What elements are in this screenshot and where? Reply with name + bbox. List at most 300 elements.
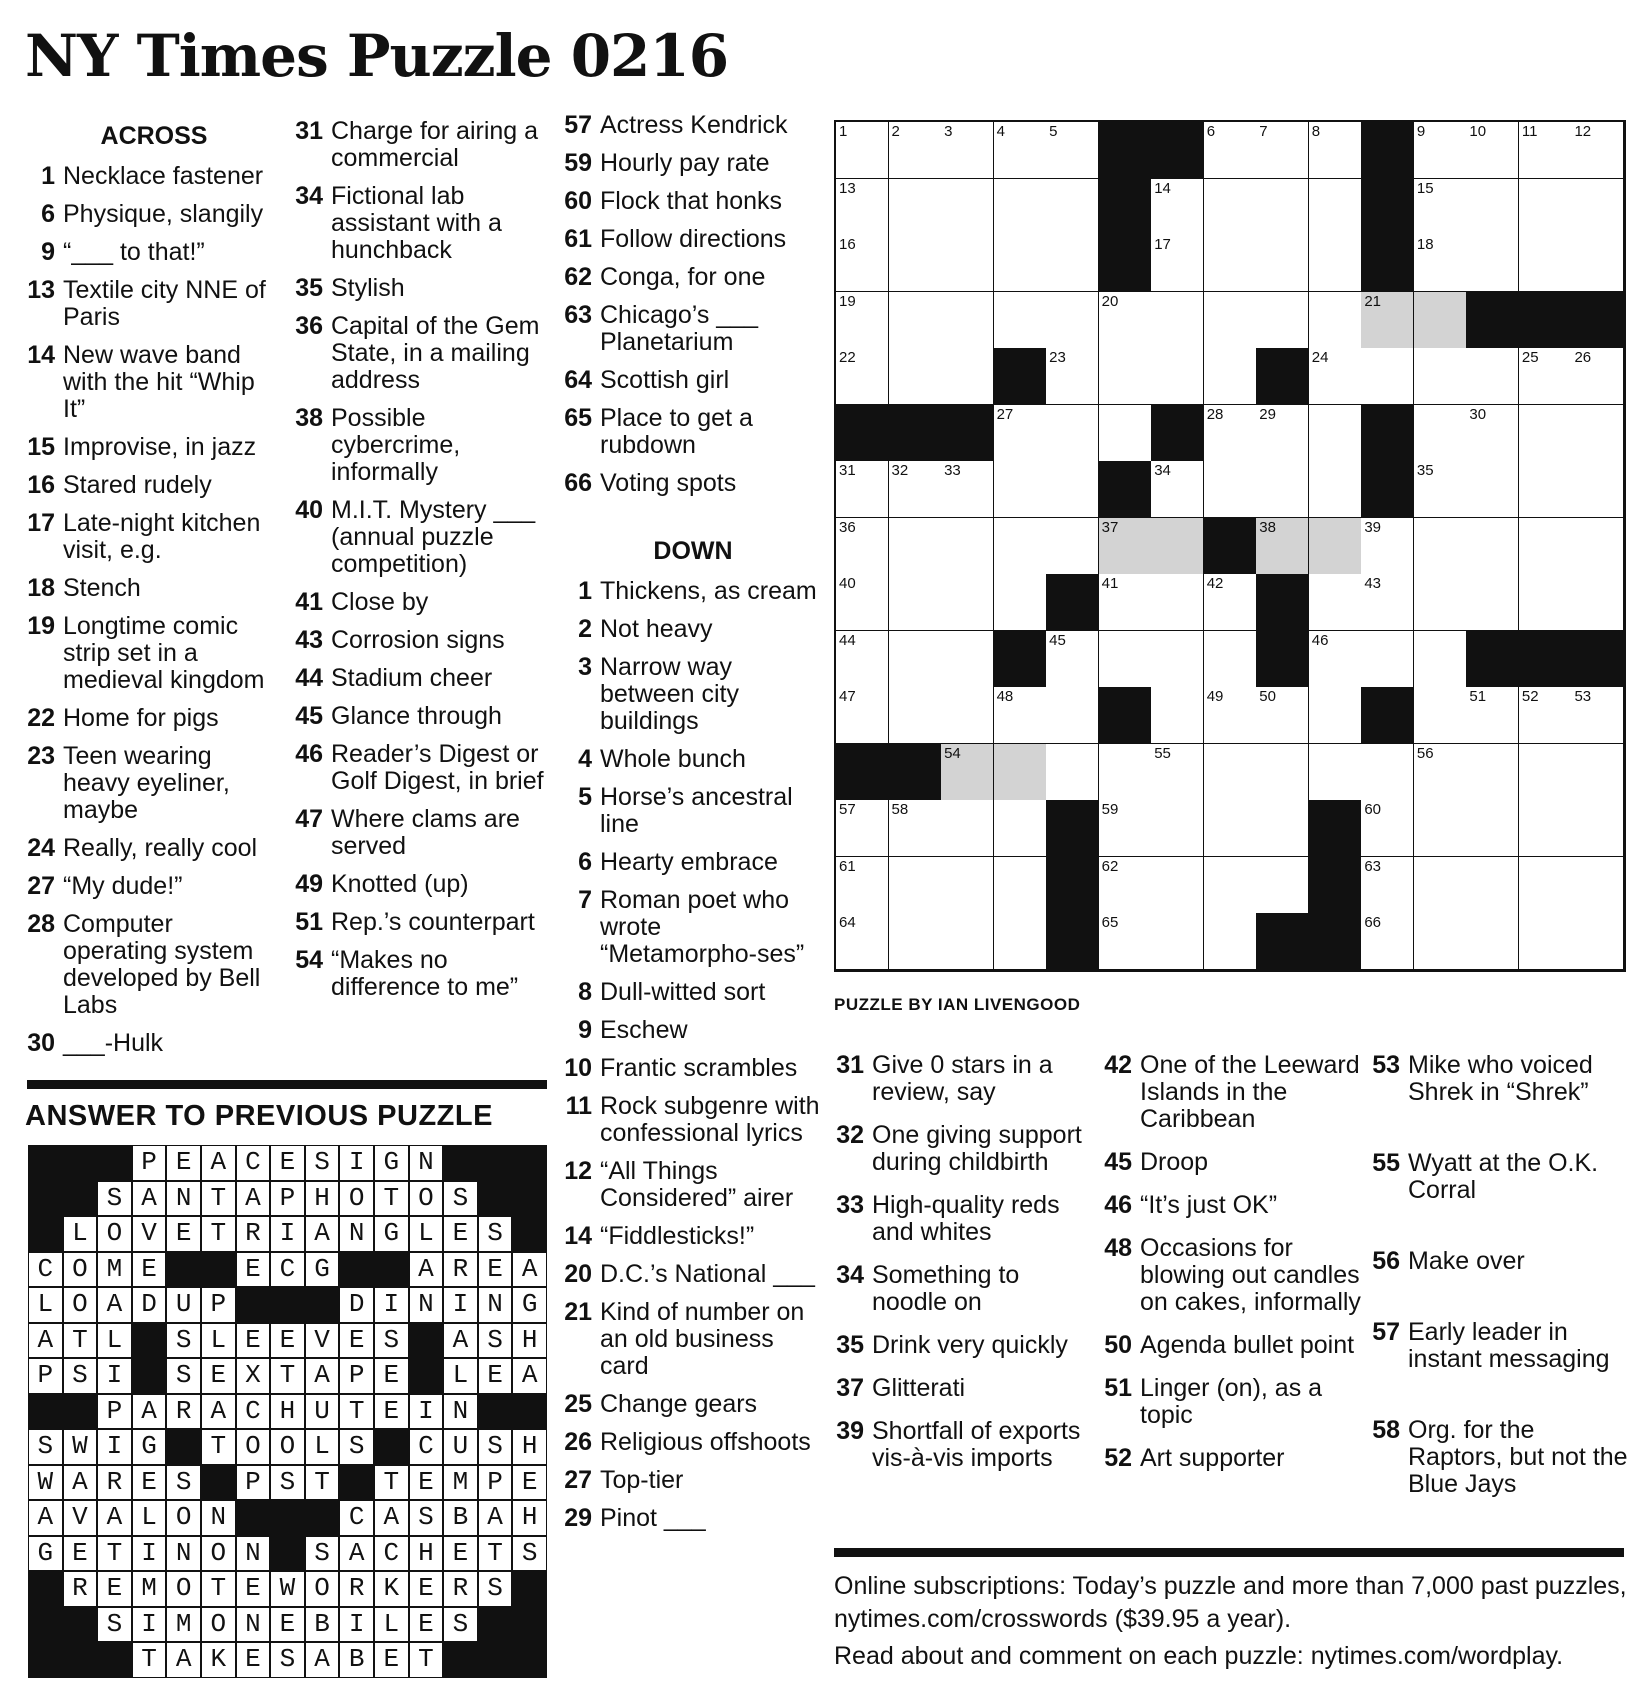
grid-cell[interactable]	[889, 518, 942, 575]
grid-cell[interactable]	[1361, 292, 1414, 349]
grid-cell[interactable]	[1204, 800, 1257, 857]
grid-cell[interactable]	[1414, 235, 1467, 292]
grid-cell[interactable]	[1571, 405, 1624, 462]
clue-across-col2-45[interactable]	[293, 703, 551, 730]
cell-number: 66	[1364, 914, 1382, 932]
answer-letter: O	[63, 1287, 98, 1323]
clue-across-col3-60[interactable]	[562, 188, 824, 215]
grid-cell[interactable]	[941, 461, 994, 518]
grid-cell[interactable]	[1571, 348, 1624, 405]
grid-cell[interactable]	[889, 235, 942, 292]
black-square	[889, 405, 942, 462]
grid-cell[interactable]	[1571, 461, 1624, 518]
grid-cell[interactable]	[1099, 631, 1152, 688]
grid-cell[interactable]	[1466, 800, 1519, 857]
grid-cell[interactable]	[1571, 122, 1624, 179]
grid-cell[interactable]	[1256, 461, 1309, 518]
grid-cell[interactable]	[1046, 292, 1099, 349]
grid-cell[interactable]	[994, 913, 1047, 970]
grid-cell[interactable]	[1151, 179, 1204, 236]
clue-across-col2-51[interactable]	[293, 909, 551, 936]
grid-cell[interactable]	[1309, 235, 1362, 292]
grid-cell[interactable]	[889, 122, 942, 179]
answer-letter: G	[28, 1536, 63, 1572]
clue-across-col3-61[interactable]	[562, 226, 824, 253]
grid-cell[interactable]	[1361, 857, 1414, 914]
grid-cell[interactable]	[1414, 913, 1467, 970]
grid-cell[interactable]	[1361, 800, 1414, 857]
clue-down-col6-58[interactable]	[1370, 1417, 1632, 1498]
clue-across-col3-66[interactable]	[562, 470, 824, 497]
clue-across-col1-1[interactable]	[25, 163, 283, 190]
grid-cell[interactable]	[1204, 235, 1257, 292]
grid-cell[interactable]	[1151, 687, 1204, 744]
grid-cell[interactable]	[836, 348, 889, 405]
grid-cell[interactable]	[1519, 913, 1572, 970]
grid-cell[interactable]	[1256, 122, 1309, 179]
grid-cell[interactable]	[994, 857, 1047, 914]
grid-cell[interactable]	[1204, 744, 1257, 801]
clue-down-col5-48[interactable]	[1102, 1235, 1364, 1316]
clue-down-col6-56[interactable]	[1370, 1248, 1632, 1275]
grid-cell[interactable]	[1204, 857, 1257, 914]
grid-cell[interactable]	[1204, 179, 1257, 236]
grid-cell[interactable]	[1099, 913, 1152, 970]
grid-cell[interactable]	[1309, 687, 1362, 744]
clue-down-col4-31[interactable]	[834, 1052, 1096, 1106]
clue-down-col3-29[interactable]	[562, 1505, 824, 1532]
grid-cell[interactable]	[836, 518, 889, 575]
grid-cell[interactable]	[1519, 235, 1572, 292]
black-square	[1466, 292, 1519, 349]
clue-across-col2-43[interactable]	[293, 627, 551, 654]
grid-cell[interactable]	[1466, 518, 1519, 575]
grid-cell[interactable]	[1204, 461, 1257, 518]
grid-cell[interactable]	[1151, 235, 1204, 292]
grid-cell[interactable]	[1046, 122, 1099, 179]
answer-letter: E	[201, 1358, 236, 1394]
clue-across-col2-38[interactable]	[293, 405, 551, 486]
grid-cell[interactable]	[941, 687, 994, 744]
clue-down-col5-46[interactable]	[1102, 1192, 1364, 1219]
grid-cell[interactable]	[941, 235, 994, 292]
clue-number: 48	[1104, 1234, 1132, 1262]
clue-across-col3-57[interactable]	[562, 112, 824, 139]
grid-cell[interactable]	[1571, 913, 1624, 970]
grid-cell[interactable]	[1046, 744, 1099, 801]
grid-cell[interactable]	[889, 348, 942, 405]
clue-down-col3-10[interactable]	[562, 1055, 824, 1082]
grid-cell[interactable]	[1309, 405, 1362, 462]
grid-cell[interactable]	[1309, 518, 1362, 575]
grid-cell[interactable]	[889, 292, 942, 349]
grid-cell[interactable]	[1099, 857, 1152, 914]
clue-down-col5-50[interactable]	[1102, 1332, 1364, 1359]
grid-cell[interactable]	[1046, 348, 1099, 405]
clue-down-col3-4[interactable]	[562, 746, 824, 773]
grid-cell[interactable]	[1466, 122, 1519, 179]
grid-cell[interactable]	[1571, 744, 1624, 801]
grid-cell[interactable]	[1466, 405, 1519, 462]
clue-text: Dull-witted sort	[600, 978, 766, 1006]
grid-cell[interactable]	[1571, 235, 1624, 292]
clue-down-col3-1[interactable]	[562, 578, 824, 605]
grid-cell[interactable]	[1256, 405, 1309, 462]
clue-down-col3-6[interactable]	[562, 849, 824, 876]
grid-cell[interactable]	[836, 461, 889, 518]
grid-cell[interactable]	[1256, 800, 1309, 857]
grid-cell[interactable]	[1256, 744, 1309, 801]
grid-cell[interactable]	[889, 800, 942, 857]
grid-cell[interactable]	[1151, 800, 1204, 857]
grid-cell[interactable]	[889, 461, 942, 518]
grid-cell[interactable]	[1099, 405, 1152, 462]
clue-down-col5-52[interactable]	[1102, 1445, 1364, 1472]
clue-across-col1-15[interactable]	[25, 434, 283, 461]
clue-across-col2-36[interactable]	[293, 313, 551, 394]
clue-number: 31	[836, 1051, 864, 1079]
grid-cell[interactable]	[1151, 631, 1204, 688]
clue-down-col3-11[interactable]	[562, 1093, 824, 1147]
clue-down-col3-25[interactable]	[562, 1391, 824, 1418]
clue-down-col3-8[interactable]	[562, 979, 824, 1006]
clue-across-col1-30[interactable]	[25, 1030, 283, 1057]
grid-cell[interactable]	[836, 857, 889, 914]
grid-cell[interactable]	[941, 179, 994, 236]
grid-cell[interactable]	[1151, 857, 1204, 914]
clue-down-col5-42[interactable]	[1102, 1052, 1364, 1133]
grid-cell[interactable]	[1309, 744, 1362, 801]
clue-across-col2-47[interactable]	[293, 806, 551, 860]
grid-cell[interactable]	[1256, 857, 1309, 914]
grid-cell[interactable]	[1361, 348, 1414, 405]
grid-cell[interactable]	[1309, 179, 1362, 236]
clue-down-col3-27[interactable]	[562, 1467, 824, 1494]
clue-down-col4-34[interactable]	[834, 1262, 1096, 1316]
grid-cell[interactable]	[994, 292, 1047, 349]
grid-cell[interactable]	[1466, 687, 1519, 744]
grid-cell[interactable]	[1519, 348, 1572, 405]
clue-down-col4-39[interactable]	[834, 1418, 1096, 1472]
grid-cell[interactable]	[1309, 461, 1362, 518]
grid-cell[interactable]	[1414, 744, 1467, 801]
grid-cell[interactable]	[994, 800, 1047, 857]
grid-cell[interactable]	[941, 518, 994, 575]
clue-across-col2-49[interactable]	[293, 871, 551, 898]
down-clues-column-5	[1102, 1052, 1364, 1488]
answer-letter: M	[166, 1607, 201, 1643]
grid-cell[interactable]	[1151, 913, 1204, 970]
grid-cell[interactable]	[1414, 687, 1467, 744]
grid-cell[interactable]	[1151, 518, 1204, 575]
clue-down-col5-51[interactable]	[1102, 1375, 1364, 1429]
cell-number: 40	[839, 575, 856, 593]
grid-cell[interactable]	[1414, 405, 1467, 462]
grid-cell[interactable]	[1204, 913, 1257, 970]
grid-cell[interactable]	[836, 687, 889, 744]
grid-cell[interactable]	[1204, 348, 1257, 405]
answer-letter: E	[236, 1323, 271, 1359]
subscription-info: Online subscriptions: Today’s puzzle and more than 7,000 past puzzles, nytimes.com/crosswords ($39.95 a year).	[834, 1572, 1627, 1633]
clue-number: 50	[1104, 1331, 1132, 1359]
grid-cell[interactable]	[1046, 179, 1099, 236]
clue-number: 44	[295, 664, 323, 692]
grid-cell[interactable]	[994, 179, 1047, 236]
grid-cell[interactable]	[1414, 179, 1467, 236]
clue-down-col3-26[interactable]	[562, 1429, 824, 1456]
clue-across-col1-17[interactable]	[25, 510, 283, 564]
clue-number: 16	[27, 471, 55, 499]
grid-cell[interactable]	[1361, 631, 1414, 688]
grid-cell[interactable]	[1361, 744, 1414, 801]
grid-cell[interactable]	[994, 235, 1047, 292]
grid-cell[interactable]	[1466, 574, 1519, 631]
grid-cell[interactable]	[1204, 405, 1257, 462]
clue-across-col2-40[interactable]	[293, 497, 551, 578]
grid-cell[interactable]	[1099, 574, 1152, 631]
grid-cell[interactable]	[1466, 235, 1519, 292]
grid-cell[interactable]	[1151, 292, 1204, 349]
grid-cell[interactable]	[836, 292, 889, 349]
clue-across-col1-13[interactable]	[25, 277, 283, 331]
clue-down-col3-21[interactable]	[562, 1299, 824, 1380]
grid-cell[interactable]	[1571, 179, 1624, 236]
grid-cell[interactable]	[1466, 913, 1519, 970]
grid-cell[interactable]	[889, 574, 942, 631]
grid-cell[interactable]	[1151, 744, 1204, 801]
clue-text: Scottish girl	[600, 366, 730, 394]
answer-letter: P	[478, 1465, 513, 1501]
grid-cell[interactable]	[1519, 405, 1572, 462]
clue-across-col1-23[interactable]	[25, 743, 283, 824]
grid-cell[interactable]	[994, 122, 1047, 179]
grid-cell[interactable]	[1309, 574, 1362, 631]
clue-across-col3-64[interactable]	[562, 367, 824, 394]
grid-cell[interactable]	[1099, 518, 1152, 575]
clue-down-col3-20[interactable]	[562, 1261, 824, 1288]
clue-down-col3-2[interactable]	[562, 616, 824, 643]
grid-cell[interactable]	[889, 913, 942, 970]
grid-cell[interactable]	[1099, 744, 1152, 801]
grid-cell[interactable]	[1571, 857, 1624, 914]
grid-cell[interactable]	[889, 179, 942, 236]
grid-cell[interactable]	[836, 122, 889, 179]
clue-across-col2-46[interactable]	[293, 741, 551, 795]
grid-cell[interactable]	[941, 800, 994, 857]
grid-cell[interactable]	[994, 405, 1047, 462]
grid-cell[interactable]	[1204, 292, 1257, 349]
clue-across-col2-31[interactable]	[293, 118, 551, 172]
grid-cell[interactable]	[1519, 857, 1572, 914]
grid-cell[interactable]	[1571, 800, 1624, 857]
clue-number: 51	[295, 908, 323, 936]
grid-cell[interactable]	[941, 631, 994, 688]
grid-cell[interactable]	[941, 574, 994, 631]
clue-across-col2-54[interactable]	[293, 947, 551, 1001]
clue-down-col5-45[interactable]	[1102, 1149, 1364, 1176]
clue-across-col3-62[interactable]	[562, 264, 824, 291]
grid-cell[interactable]	[1204, 687, 1257, 744]
grid-cell[interactable]	[1466, 348, 1519, 405]
grid-cell[interactable]	[941, 857, 994, 914]
grid-cell[interactable]	[1571, 574, 1624, 631]
grid-cell[interactable]	[1361, 518, 1414, 575]
grid-cell[interactable]	[1256, 687, 1309, 744]
grid-cell[interactable]	[1256, 292, 1309, 349]
grid-cell[interactable]	[1414, 574, 1467, 631]
grid-cell[interactable]	[1361, 913, 1414, 970]
clue-across-col2-35[interactable]	[293, 275, 551, 302]
grid-cell[interactable]	[994, 744, 1047, 801]
grid-cell[interactable]	[1414, 461, 1467, 518]
grid-cell[interactable]	[1466, 461, 1519, 518]
black-square	[1309, 800, 1362, 857]
grid-cell[interactable]	[1309, 631, 1362, 688]
grid-cell[interactable]	[1414, 518, 1467, 575]
grid-cell[interactable]	[1519, 687, 1572, 744]
clue-across-col1-24[interactable]	[25, 835, 283, 862]
clue-across-col1-14[interactable]	[25, 342, 283, 423]
grid-cell[interactable]	[1414, 122, 1467, 179]
grid-cell[interactable]	[941, 122, 994, 179]
grid-cell[interactable]	[941, 913, 994, 970]
grid-cell[interactable]	[1414, 292, 1467, 349]
clue-down-col4-35[interactable]	[834, 1332, 1096, 1359]
grid-cell[interactable]	[1414, 348, 1467, 405]
grid-cell[interactable]	[836, 913, 889, 970]
clue-down-col3-5[interactable]	[562, 784, 824, 838]
grid-cell[interactable]	[1046, 687, 1099, 744]
crossword-grid[interactable]	[834, 120, 1626, 972]
clue-across-col1-19[interactable]	[25, 613, 283, 694]
grid-cell[interactable]	[1046, 461, 1099, 518]
grid-cell[interactable]	[1256, 518, 1309, 575]
grid-cell[interactable]	[994, 574, 1047, 631]
answer-letter: O	[236, 1429, 271, 1465]
grid-cell[interactable]	[1519, 574, 1572, 631]
grid-cell[interactable]	[941, 348, 994, 405]
grid-cell[interactable]	[994, 518, 1047, 575]
clue-text: Conga, for one	[600, 263, 766, 291]
grid-cell[interactable]	[1414, 631, 1467, 688]
grid-cell[interactable]	[1204, 122, 1257, 179]
grid-cell[interactable]	[1151, 348, 1204, 405]
clue-down-col3-12[interactable]	[562, 1158, 824, 1212]
clue-text: Stadium cheer	[331, 664, 493, 692]
clue-down-col3-7[interactable]	[562, 887, 824, 968]
grid-cell[interactable]	[1519, 518, 1572, 575]
clue-across-col1-16[interactable]	[25, 472, 283, 499]
grid-cell[interactable]	[994, 687, 1047, 744]
grid-cell[interactable]	[1519, 461, 1572, 518]
grid-cell[interactable]	[889, 857, 942, 914]
grid-cell[interactable]	[889, 687, 942, 744]
answer-letter: E	[478, 1358, 513, 1394]
clue-text: Computer operating system developed by Bell Labs	[63, 910, 261, 1019]
black-square	[1309, 913, 1362, 970]
clue-across-col1-9[interactable]	[25, 239, 283, 266]
clue-across-col3-65[interactable]	[562, 405, 824, 459]
grid-cell[interactable]	[1519, 744, 1572, 801]
black-square	[1309, 857, 1362, 914]
grid-cell[interactable]	[1361, 574, 1414, 631]
clue-down-col6-53[interactable]	[1370, 1052, 1632, 1106]
grid-cell[interactable]	[1099, 292, 1152, 349]
wordplay-info: Read about and comment on each puzzle: nytimes.com/wordplay.	[834, 1642, 1564, 1670]
grid-cell[interactable]	[941, 292, 994, 349]
clue-down-col6-55[interactable]	[1370, 1150, 1632, 1204]
grid-cell[interactable]	[1414, 800, 1467, 857]
answer-letter: O	[201, 1536, 236, 1572]
clue-down-col4-37[interactable]	[834, 1375, 1096, 1402]
grid-cell[interactable]	[994, 461, 1047, 518]
grid-cell[interactable]	[1466, 857, 1519, 914]
answer-letter: O	[97, 1216, 132, 1252]
clue-down-col4-32[interactable]	[834, 1122, 1096, 1176]
grid-cell[interactable]	[836, 179, 889, 236]
grid-cell[interactable]	[836, 574, 889, 631]
clue-across-col2-34[interactable]	[293, 183, 551, 264]
grid-cell[interactable]	[1309, 292, 1362, 349]
grid-cell[interactable]	[1046, 518, 1099, 575]
clue-across-col3-63[interactable]	[562, 302, 824, 356]
clue-across-col1-28[interactable]	[25, 911, 283, 1019]
grid-cell[interactable]	[1571, 518, 1624, 575]
grid-cell[interactable]	[1519, 179, 1572, 236]
grid-cell[interactable]	[836, 800, 889, 857]
grid-cell[interactable]	[1046, 235, 1099, 292]
clue-across-col3-59[interactable]	[562, 150, 824, 177]
grid-cell[interactable]	[1309, 348, 1362, 405]
grid-cell[interactable]	[1046, 631, 1099, 688]
grid-cell[interactable]	[1099, 348, 1152, 405]
grid-cell[interactable]	[1519, 800, 1572, 857]
grid-cell[interactable]	[1414, 857, 1467, 914]
grid-cell[interactable]	[889, 631, 942, 688]
clue-down-col4-33[interactable]	[834, 1192, 1096, 1246]
clue-across-col1-6[interactable]	[25, 201, 283, 228]
grid-cell[interactable]	[1151, 461, 1204, 518]
grid-cell[interactable]	[1046, 405, 1099, 462]
grid-cell[interactable]	[941, 744, 994, 801]
grid-cell[interactable]	[1466, 179, 1519, 236]
grid-cell[interactable]	[1519, 122, 1572, 179]
clue-across-col2-41[interactable]	[293, 589, 551, 616]
clue-text: Thickens, as cream	[600, 577, 817, 605]
answer-letter: A	[512, 1252, 547, 1288]
grid-cell[interactable]	[1204, 574, 1257, 631]
clue-down-col3-3[interactable]	[562, 654, 824, 735]
grid-cell[interactable]	[1151, 574, 1204, 631]
grid-cell[interactable]	[1204, 631, 1257, 688]
clue-down-col3-14[interactable]	[562, 1223, 824, 1250]
clue-across-col2-44[interactable]	[293, 665, 551, 692]
clue-down-col3-9[interactable]	[562, 1017, 824, 1044]
clue-across-col1-27[interactable]	[25, 873, 283, 900]
grid-cell[interactable]	[1466, 744, 1519, 801]
clue-across-col1-22[interactable]	[25, 705, 283, 732]
grid-cell[interactable]	[1571, 687, 1624, 744]
grid-cell[interactable]	[1309, 122, 1362, 179]
clue-across-col1-18[interactable]	[25, 575, 283, 602]
grid-cell[interactable]	[836, 235, 889, 292]
grid-cell[interactable]	[1256, 179, 1309, 236]
clue-down-col6-57[interactable]	[1370, 1319, 1632, 1373]
grid-cell[interactable]	[1099, 800, 1152, 857]
grid-cell[interactable]	[836, 631, 889, 688]
grid-cell[interactable]	[1256, 235, 1309, 292]
clue-text: Linger (on), as a topic	[1140, 1374, 1323, 1429]
